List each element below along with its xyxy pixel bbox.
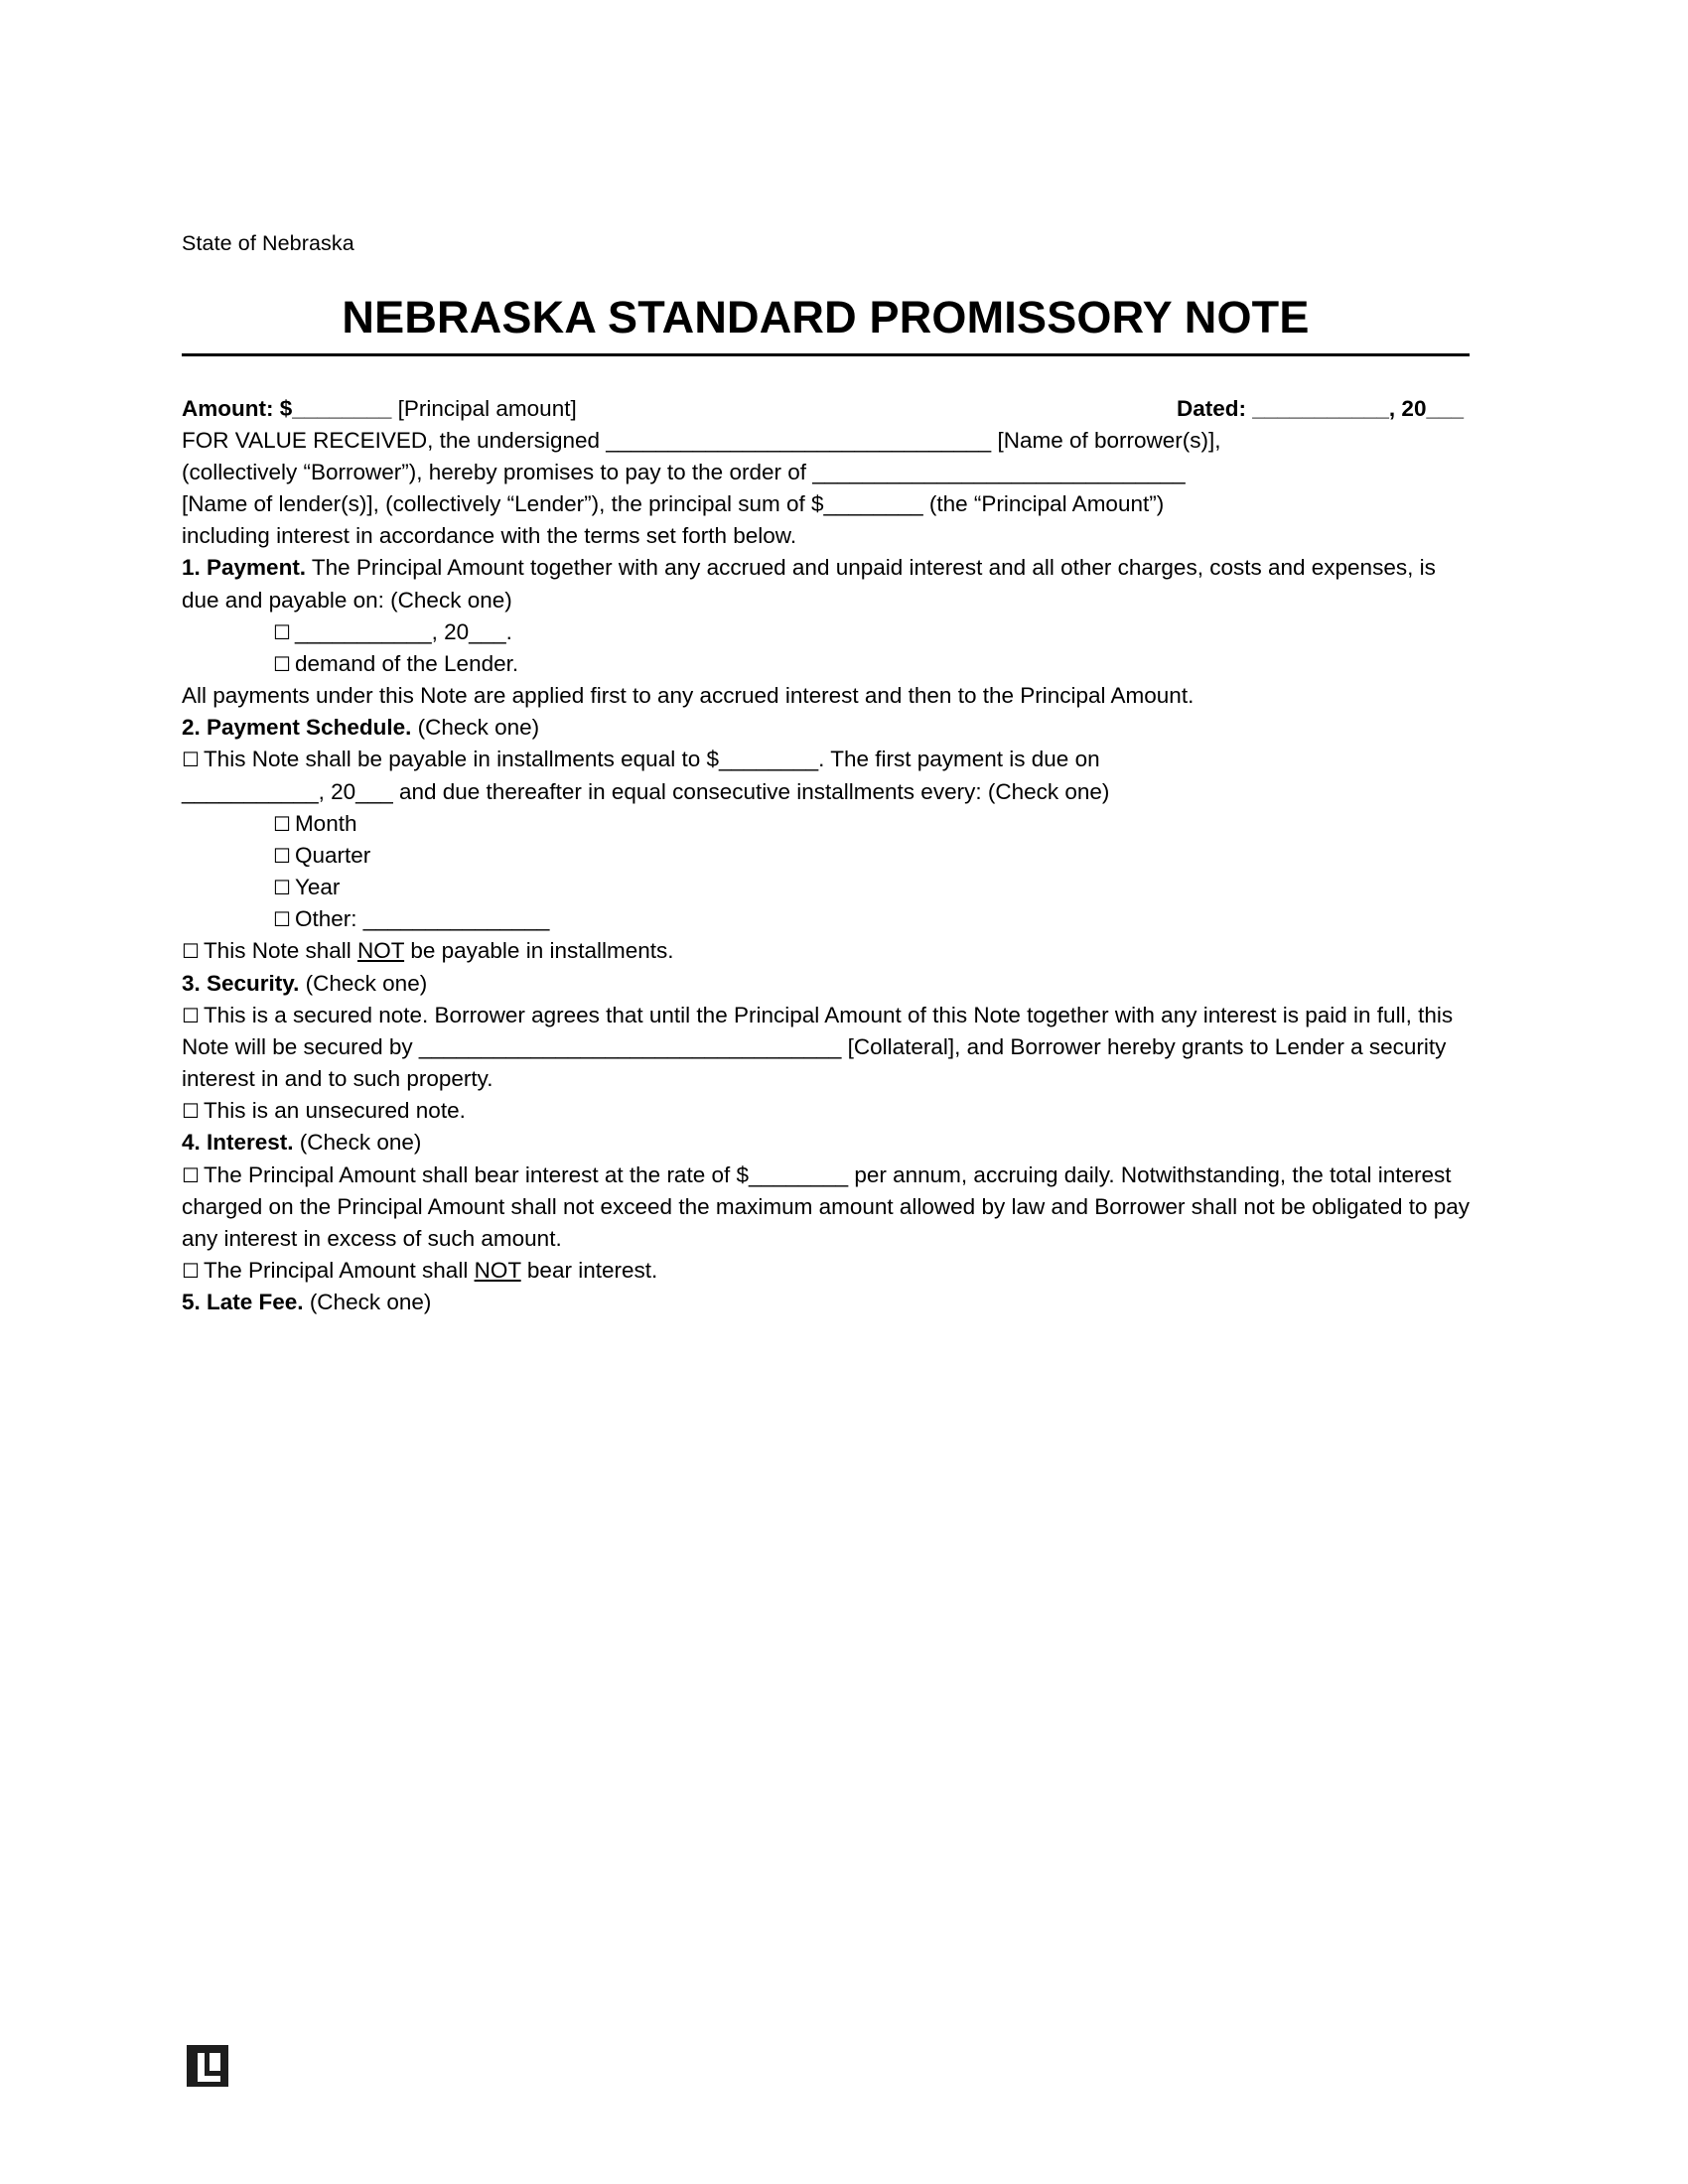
checkbox-icon[interactable]: ☐ [273, 651, 291, 676]
header-fields-row [182, 394, 1470, 424]
frequency-option-quarter[interactable] [273, 840, 1470, 872]
section-interest-heading: 4. Interest. [182, 1130, 294, 1156]
principal-sum-blank[interactable]: ________ [823, 490, 923, 516]
borrower-name-blank[interactable]: _______________________________ [606, 427, 992, 453]
checkbox-icon[interactable]: ☐ [182, 1003, 200, 1027]
no-interest-not: NOT [474, 1258, 521, 1284]
bears-interest-text-a: The Principal Amount shall bear interest at the rate of $ [203, 1161, 749, 1187]
amount-blank[interactable]: ________ [292, 396, 392, 422]
secured-note-option[interactable] [182, 1000, 1470, 1096]
checkbox-icon[interactable]: ☐ [182, 1099, 200, 1124]
legal-templates-logo-icon [185, 2043, 230, 2089]
section-late-fee [182, 1287, 1470, 1318]
state-line: State of Nebraska [182, 231, 354, 255]
installment-frequency-options [273, 808, 1470, 936]
checkbox-icon[interactable]: ☐ [273, 876, 291, 900]
installments-option[interactable] [182, 744, 1470, 807]
frequency-option-other[interactable] [273, 903, 1470, 935]
preamble-line2a: (collectively “Borrower”), hereby promises to pay to the order of [182, 459, 813, 484]
dated-field [1177, 394, 1470, 424]
frequency-option-other-label[interactable]: Other: _______________ [294, 906, 550, 932]
installments-text-c: , 20___ and due thereafter in equal consecutive installments every: (Check one) [318, 778, 1110, 804]
frequency-option-quarter-label: Quarter [294, 842, 371, 868]
frequency-option-year[interactable] [273, 872, 1470, 903]
document-content [182, 0, 1470, 1318]
checkbox-icon[interactable]: ☐ [273, 619, 291, 644]
frequency-option-year-label: Year [294, 875, 341, 900]
section-payment [182, 552, 1470, 615]
no-installments-text-b: be payable in installments. [404, 938, 674, 964]
section-late-fee-heading: 5. Late Fee. [182, 1290, 304, 1315]
preamble-line3a: [Name of lender(s)], (collectively “Lender”), the principal sum of $ [182, 490, 824, 516]
amount-hint: [Principal amount] [397, 396, 577, 422]
bears-interest-option[interactable] [182, 1160, 1470, 1256]
section-payment-schedule [182, 712, 1470, 744]
frequency-option-month-label: Month [294, 810, 357, 836]
payment-due-option-demand-label: demand of the Lender. [294, 650, 519, 676]
secured-note-text-b: [Collateral], and Borrower hereby grants to Lender a security interest in and to such property. [182, 1033, 1447, 1092]
installments-text-b: . The first payment is due on [818, 747, 1100, 772]
lender-name-blank[interactable]: ______________________________ [812, 459, 1186, 484]
section-payment-schedule-heading: 2. Payment Schedule. [182, 715, 412, 741]
checkbox-icon[interactable]: ☐ [182, 1162, 200, 1187]
section-payment-schedule-check-one: (Check one) [411, 715, 540, 741]
no-installments-not: NOT [357, 938, 405, 964]
secured-note-text-a: This is a secured note. Borrower agrees that until the Principal Amount of this Note together with any interest is paid in full, this Note will be secured by [182, 1002, 1454, 1059]
preamble-line4: including interest in accordance with the terms set forth below. [182, 523, 797, 549]
installments-text-a: This Note shall be payable in installments equal to $ [203, 747, 719, 772]
payment-due-option-date-label: ___________, 20___. [294, 618, 512, 644]
amount-label: Amount: $ [182, 396, 293, 422]
no-interest-text-a: The Principal Amount shall [203, 1258, 475, 1284]
section-payment-heading: 1. Payment. [182, 555, 307, 581]
dated-label: Dated: [1176, 396, 1246, 422]
no-installments-option[interactable] [182, 935, 1470, 967]
preamble-paragraph [182, 425, 1470, 553]
no-installments-text-a: This Note shall [203, 938, 357, 964]
section-security-heading: 3. Security. [182, 970, 300, 996]
installment-amount-blank[interactable]: ________ [719, 747, 819, 772]
dated-year-blank[interactable]: , 20___ [1388, 396, 1464, 422]
amount-field [182, 394, 577, 424]
section-security-check-one: (Check one) [299, 970, 428, 996]
payment-due-option-demand[interactable] [273, 648, 1470, 680]
no-interest-option[interactable] [182, 1255, 1470, 1287]
interest-rate-blank[interactable]: ________ [749, 1161, 849, 1187]
section-security [182, 968, 1470, 1000]
payment-application-note: All payments under this Note are applied first to any accrued interest and then to the Principal Amount. [182, 683, 1195, 709]
section-interest-check-one: (Check one) [293, 1130, 422, 1156]
payment-due-option-date[interactable] [273, 616, 1470, 648]
title-divider [182, 353, 1470, 356]
dated-blank[interactable]: ___________ [1252, 396, 1389, 422]
no-interest-text-b: bear interest. [520, 1258, 658, 1284]
first-payment-date-blank[interactable]: ___________ [182, 778, 319, 804]
payment-due-options [273, 616, 1470, 680]
checkbox-icon[interactable]: ☐ [182, 748, 200, 772]
checkbox-icon[interactable]: ☐ [273, 907, 291, 932]
unsecured-note-option[interactable] [182, 1095, 1470, 1127]
checkbox-icon[interactable]: ☐ [182, 939, 200, 964]
preamble-line1a: FOR VALUE RECEIVED, the undersigned [182, 427, 607, 453]
section-late-fee-check-one: (Check one) [303, 1290, 432, 1315]
page-title: NEBRASKA STANDARD PROMISSORY NOTE [342, 291, 1310, 342]
checkbox-icon[interactable]: ☐ [273, 811, 291, 836]
collateral-blank[interactable]: __________________________________ [418, 1033, 842, 1059]
section-interest [182, 1127, 1470, 1159]
checkbox-icon[interactable]: ☐ [273, 843, 291, 868]
checkbox-icon[interactable]: ☐ [182, 1259, 200, 1284]
unsecured-note-label: This is an unsecured note. [203, 1098, 466, 1124]
section-payment-intro: The Principal Amount together with any accrued and unpaid interest and all other charges, costs and expenses, is due and payable on: (Check one) [182, 555, 1436, 613]
bears-interest-text-b: per annum, accruing daily. Notwithstanding, the total interest charged on the Principal Amount shall not exceed the maximum amount allowed by law and Borrower shall not be obligated to pay any interest in excess of such amount. [182, 1161, 1471, 1251]
preamble-line1b: [Name of borrower(s)], [991, 427, 1221, 453]
preamble-line3b: (the “Principal Amount”) [922, 490, 1165, 516]
frequency-option-month[interactable] [273, 808, 1470, 840]
